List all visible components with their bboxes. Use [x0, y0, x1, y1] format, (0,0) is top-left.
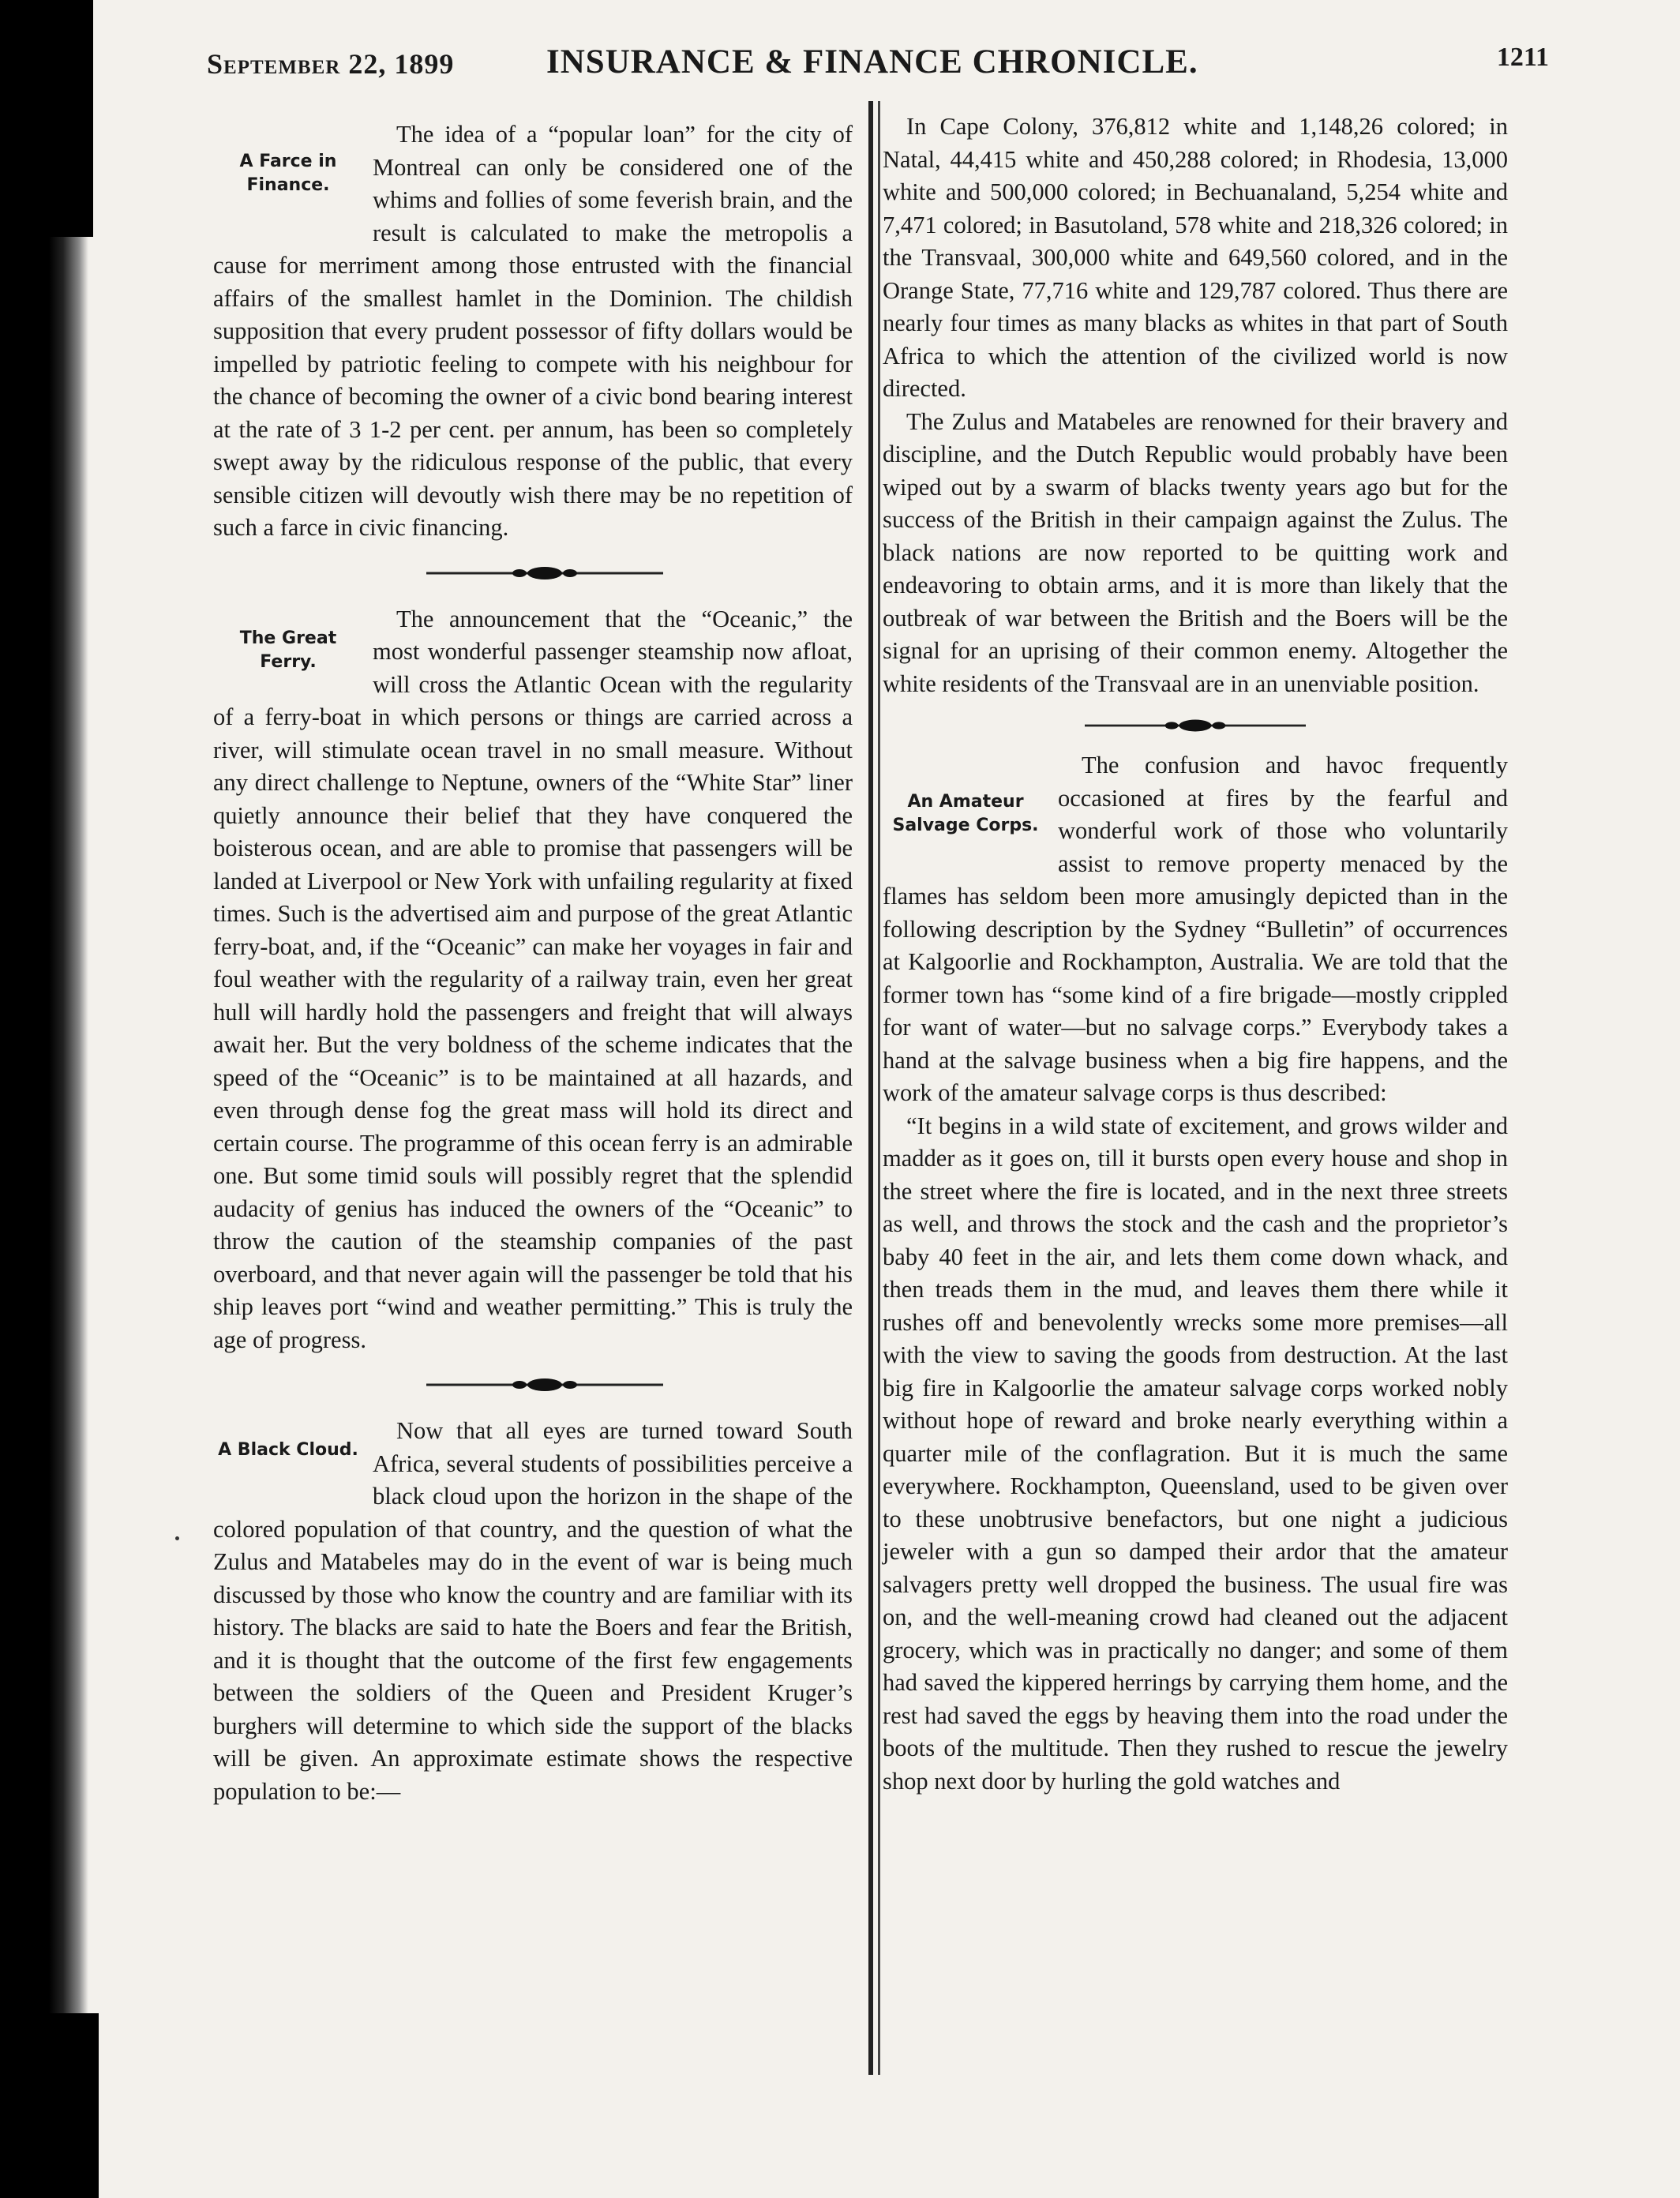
article-paragraph: The confusion and havoc frequently occasioned at fires by the fearful and wonderful work of those who voluntarily assist to remove property menaced by the flames has seldom been more amusingly depicted than in the following description by the Sydney “Bulletin” of occurrences at Kalgoorlie and Rockhampton, Australia. We are told that the former town has “some kind of a fire brigade—mostly crippled for want of water—but no salvage corps.” Everybody takes a hand at the salvage business when a big fire happens, and the work of the amateur salvage corps is thus described:: [883, 752, 1508, 1106]
article-paragraph: Now that all eyes are turned toward South Africa, several students of possibilities perceive a black cloud upon the horizon in the shape of the colored population of that country, and the question of what the Zulus and Matabeles may do in the event of war is being much discussed by those who know the country and are familiar with its history. The blacks are said to hate the Boers and fear the British, and it is thought that the outcome of the first few engagements between the soldiers of the Queen and President Kruger’s burghers will determine to which side the support of the blacks will be given. An approximate estimate shows the respective population to be:—: [213, 1417, 853, 1805]
page-header: [207, 35, 1565, 98]
ornament-divider: [1085, 716, 1306, 735]
article-paragraph: The idea of a “popular loan” for the city of Montreal can only be considered one of the whims and follies of some feverish brain, and the result is calculated to make the metropolis a cause for merriment among those entrusted with the financial affairs of the smallest hamlet in the Dominion. The childish supposition that every prudent possessor of fifty dollars would be impelled by patriotic feeling to compete with his neighbour for the chance of becoming the owner of a civic bond bearing interest at the rate of 3 1-2 per cent. per annum, has been so completely swept away by the ridiculous response of the public, that every sensible citizen will devoutly wish there may be no repetition of such a farce in civic financing.: [213, 121, 853, 541]
article-black-cloud-continued: [883, 111, 1508, 700]
article-great-ferry: [213, 603, 853, 1357]
scan-speck: [175, 1536, 179, 1540]
article-paragraph: In Cape Colony, 376,812 white and 1,148,26 colored; in Natal, 44,415 white and 450,288 colored; in Rhodesia, 13,000 white and 500,000 colored; in Bechuanaland, 5,254 white and 7,471 colored; in Basutoland, 578 white and 218,326 colored; in the Transvaal, 300,000 white and 649,560 colored, and in the Orange State, 77,716 white and 129,787 colored. Thus there are nearly four times as many blacks as whites in that part of South Africa to which the attention of the civilized world is now directed.: [883, 113, 1508, 402]
article-farce-in-finance: [213, 118, 853, 545]
side-heading: A Black Cloud.: [218, 1440, 358, 1460]
article-paragraph: “It begins in a wild state of excitement, and grows wilder and madder as it goes on, till it bursts open every house and shop in the street where the fire is located, and in the next three streets as well, and throws the stock and the cash and the proprietor’s baby 40 feet in the air, and lets them come down whack, and then treads them in the mud, and leaves them there while it rushes off and benevolently wrecks some more premises—all with the view to saving the goods from destruction. At the last big fire in Kalgoorlie the amateur salvage corps worked nobly without hope of reward and broke nearly everything within a quarter mile of the conflagration. But it is much the same everywhere. Rockhampton, Queensland, used to be given over to these unobtrusive benefactors, but one night a judicious jeweler with a gun so damped their ardor that the amateur salvagers pretty well dropped the business. The usual fire was on, and the well-meaning crowd had cleaned out the adjacent grocery, which was in practically no danger; and some of them had saved the kippered herrings by carrying them home, and the rest had saved the eggs by heaving them into the road under the boots of the multitude. Then they rushed to rescue the jewelry shop next door by hurling the gold watches and: [883, 1112, 1508, 1795]
page-number: 1211: [1496, 43, 1549, 72]
article-amateur-salvage-corps: [883, 749, 1508, 1798]
article-black-cloud: [213, 1415, 853, 1808]
column-divider-inner: [878, 101, 880, 2075]
header-date: September 22, 1899: [207, 48, 455, 80]
left-column: [213, 118, 853, 1808]
ornament-divider: [426, 1375, 663, 1394]
right-column: [883, 111, 1508, 1798]
side-heading: An Amateur Salvage Corps.: [892, 792, 1039, 835]
ornament-divider: [426, 564, 663, 583]
side-heading: A Farce in Finance.: [239, 152, 337, 195]
article-paragraph: The Zulus and Matabeles are renowned for their bravery and discipline, and the Dutch Republic would probably have been wiped out by a swarm of blacks twenty years ago but for the success of the British in their campaign against the Zulus. The black nations are now reported to be quitting work and endeavoring to obtain arms, and it is more than likely that the outbreak of war between the British and the Boers will be the signal for an uprising of their common enemy. Altogether the white residents of the Transvaal are in an unenviable position.: [883, 407, 1508, 697]
article-paragraph: The announcement that the “Oceanic,” the most wonderful passenger steamship now afloat, will cross the Atlantic Ocean with the regularity of a ferry-boat in which persons or things are carried across a river, will stimulate ocean travel in no small measure. Without any direct challenge to Neptune, owners of the “White Star” liner quietly announce their belief that they have conquered the boisterous ocean, and are able to promise that passengers will be landed at Liverpool or New York with unfailing regularity at fixed times. Such is the advertised aim and purpose of the great Atlantic ferry-boat, and, if the “Oceanic” can make her voyages in fair and foul weather with the regularity of a railway train, even her great hull will hardly hold the passengers and freight that will always await her. But the very boldness of the scheme indicates that the speed of the “Oceanic” is to be maintained at all hazards, and even through dense fog the great mass will hold its direct and certain course. The programme of this ocean ferry is an admirable one. But some timid souls will possibly regret that the splendid audacity of genius has induced the owners of the “Oceanic” to throw the caution of the steamship companies of the past overboard, and that never again will the passenger be told that his ship leaves port “wind and weather permitting.” This is truly the age of progress.: [213, 605, 853, 1353]
column-divider: [868, 101, 873, 2075]
scan-left-edge: [0, 0, 88, 2198]
side-heading: The Great Ferry.: [239, 628, 337, 672]
publication-title: INSURANCE & FINANCE CHRONICLE.: [546, 43, 1198, 81]
